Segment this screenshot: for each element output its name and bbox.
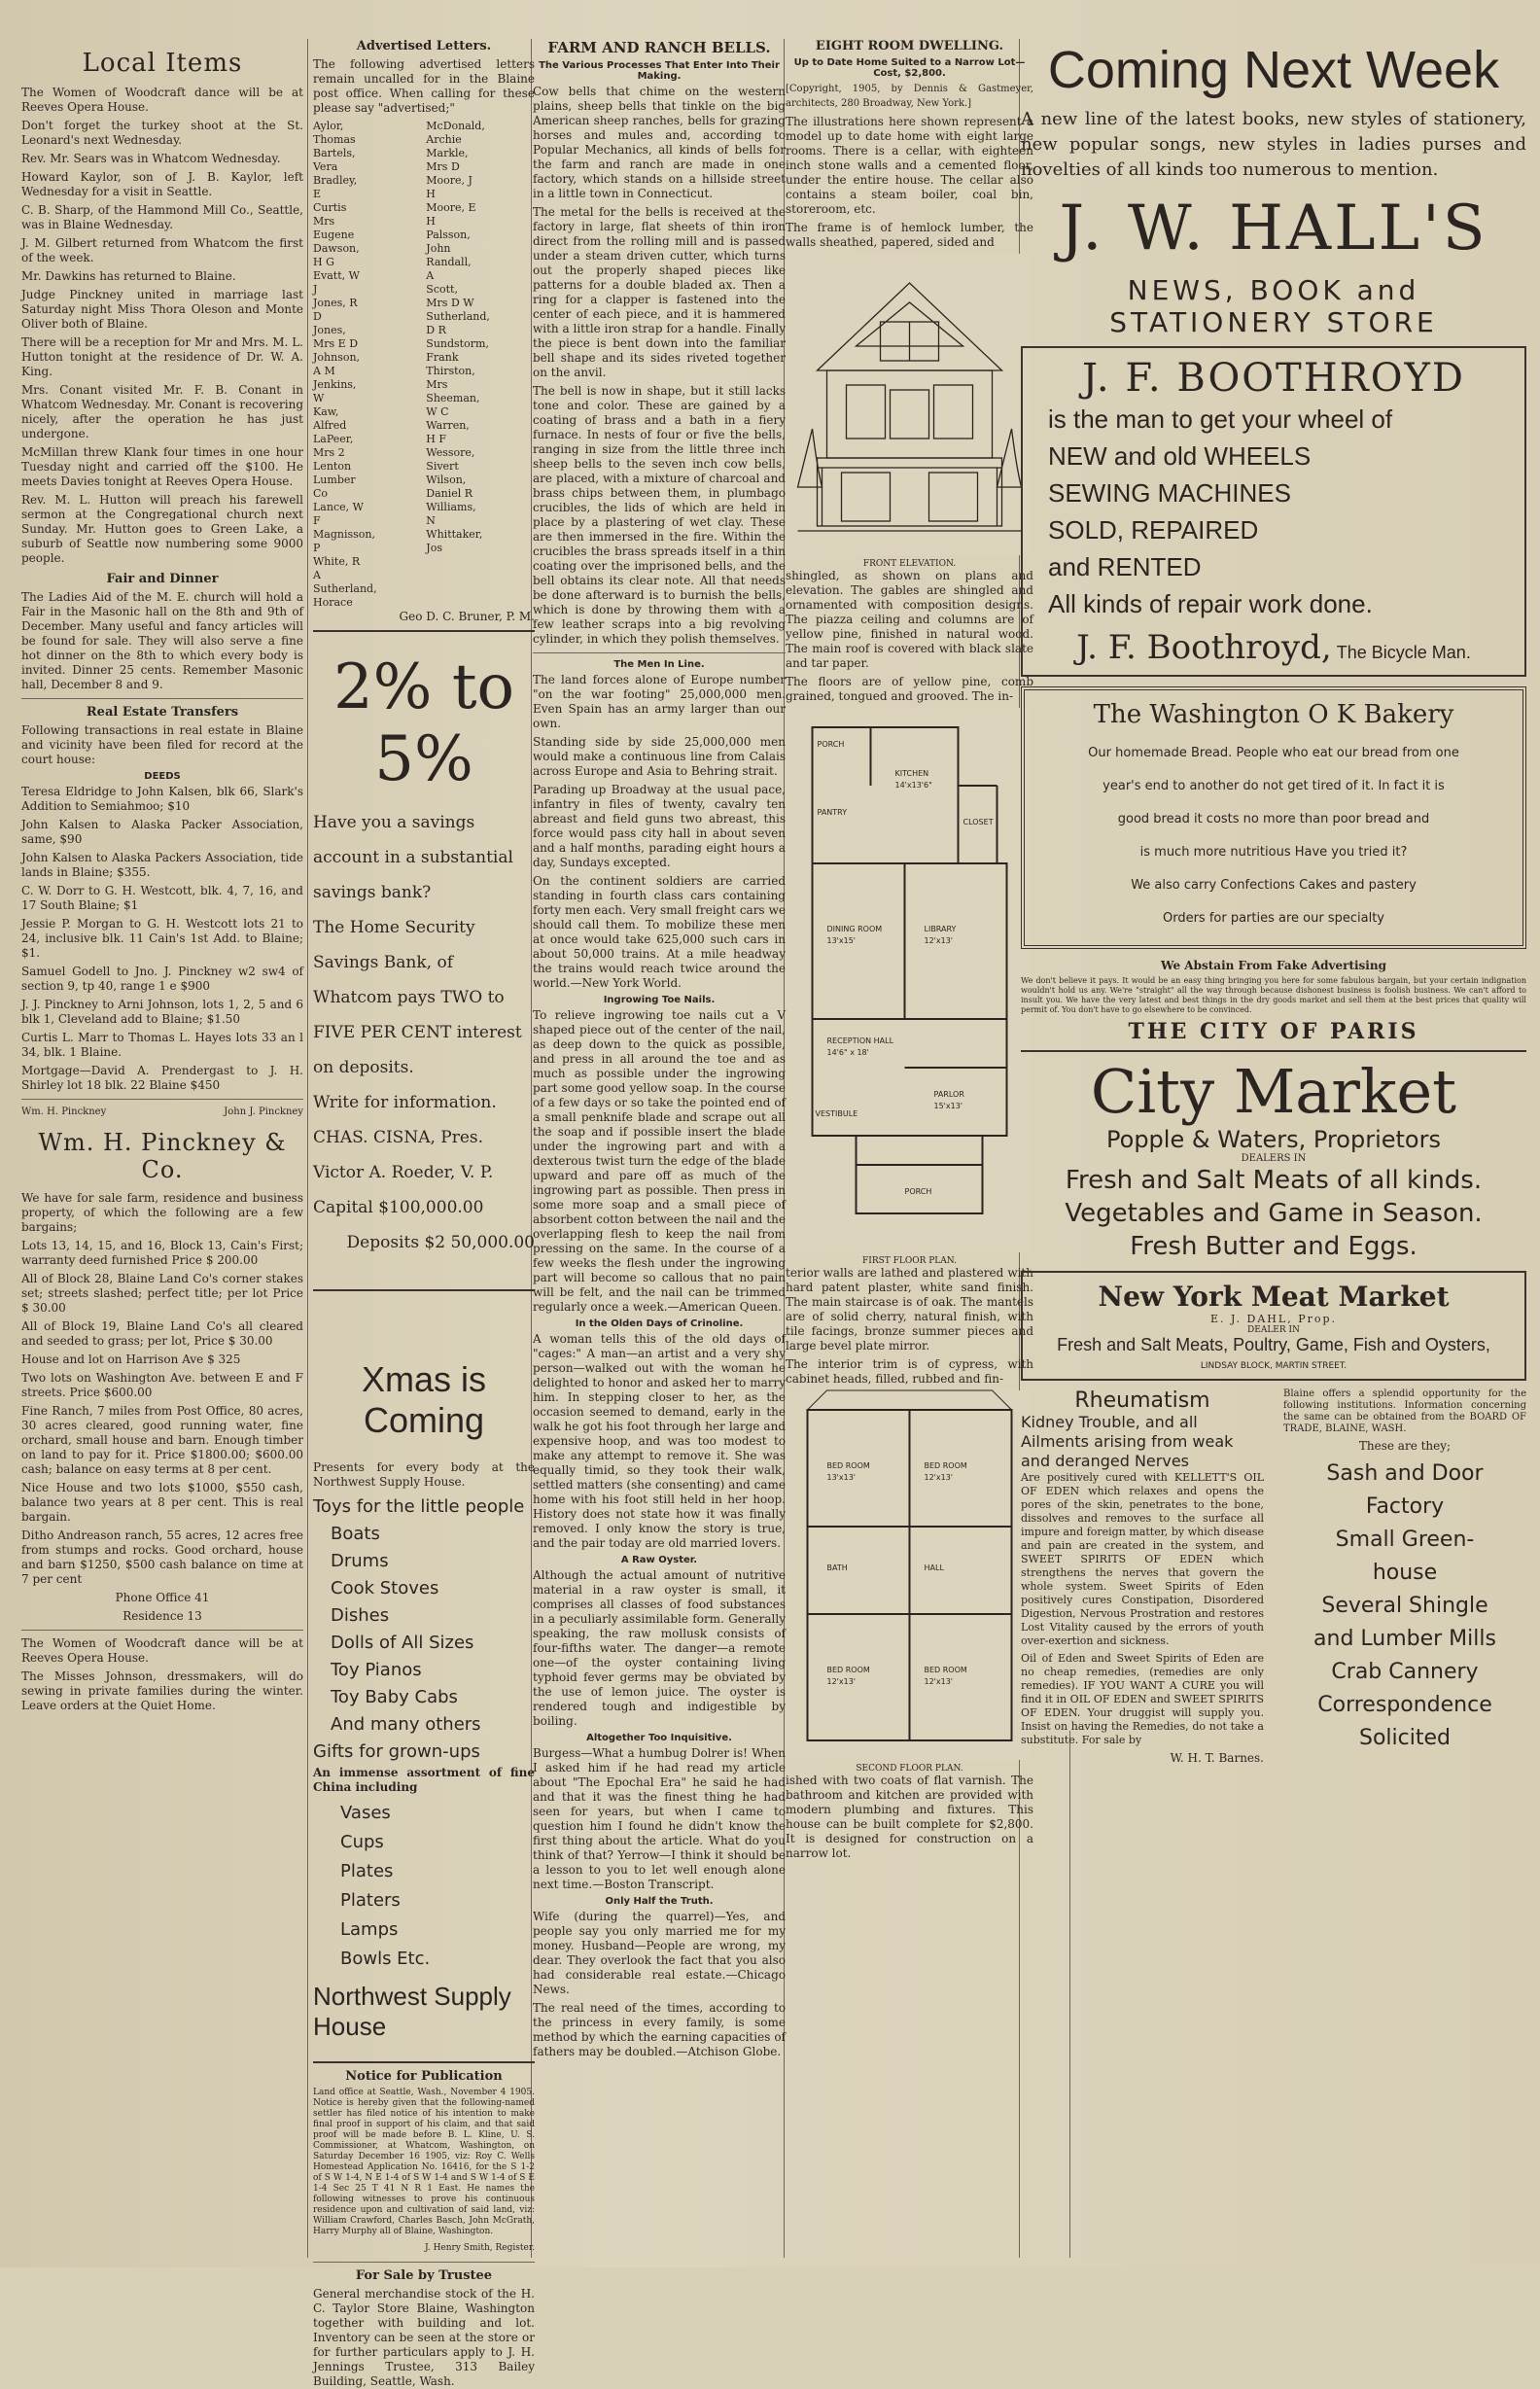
deed-item: John Kalsen to Alaska Packer Association, same, $90 — [21, 818, 303, 846]
pinckney-item: Fine Ranch, 7 miles from Post Office, 80 acres, 30 acres cleared, good running water, fine orchard, small house and barn. Enough timber on land to pay for it. Price $1800.00; $600.00 cash; balance on easy terms at 8 per cent. — [21, 1404, 303, 1476]
bank-line: Have you a savings account in a substantial savings bank? — [313, 813, 513, 902]
dwelling-sub: Up to Date Home Suited to a Narrow Lot—Cost, $2,800. — [793, 57, 1026, 79]
second-floor-plan — [786, 1390, 1033, 1760]
line-text — [533, 673, 786, 991]
deed-item: Mortgage—David A. Prendergast to J. H. Shirley lot 18 blk. 22 Blaine $450 — [21, 1064, 303, 1092]
bells-paragraph: The metal for the bells is received at the factory in large, flat sheets of thin iron direct from the rolling mill and is passed under a steam driven cutter, which turns out the properly shaped pieces like patterns for a double bladed ax. Then a ring for a clapper is fastened into the center of each piece, and it is hammered with a little iron strap for a handle. Finally the piece is bent down into the familiar bell shape and its sides riveted together on the anvil. — [533, 205, 786, 379]
sale-text: General merchandise stock of the H. C. Taylor Store Blaine, Washington together with building and lot. Inventory can be seen at the store or for further particulars apply to J. H. Jennings Trustee, 313 Bailey Building, Seattle, Wash. — [313, 2287, 535, 2388]
bank-headline: 2% to 5% — [332, 651, 515, 795]
fair-title: Fair and Dinner — [106, 572, 219, 586]
column-local-items — [21, 39, 303, 2258]
plan-vestibule: VESTIBULE — [815, 1109, 858, 1118]
boothroyd-footer — [1031, 628, 1517, 667]
bank-text — [313, 805, 535, 1190]
letter-name: Williams, N — [426, 501, 476, 527]
bank-line: Write for information. — [313, 1093, 497, 1112]
letter-name: Jones, R D — [313, 297, 358, 323]
real-estate-intro: Following transactions in real estate in Blaine and vicinity have been filed for record at the court house: — [21, 723, 303, 766]
plan-dining-dim: 13'x15' — [826, 936, 856, 945]
letter-name: Lenton Lumber Co — [313, 460, 356, 500]
pinckney-title: Wm. H. Pinckney & Co. — [38, 1129, 287, 1183]
front-elevation-illustration — [786, 254, 1033, 555]
ny-line: Fresh and Salt Meats, Poultry, Game, Fish and Oysters, — [1057, 1335, 1490, 1354]
letters-right — [426, 120, 535, 610]
xmas-toy: Toy Pianos — [331, 1660, 422, 1680]
coming-text: A new line of the latest books, new styles of stationery, new popular songs, new styles in ladies purses and novelties of all kinds too numerous to mention. — [1021, 109, 1526, 180]
hall-sub1: NEWS, BOOK and — [1127, 274, 1420, 306]
city-title: City Market — [1090, 1056, 1457, 1127]
front-caption: FRONT ELEVATION. — [862, 559, 957, 569]
column-rule — [307, 39, 308, 2258]
blaine-item: Factory — [1365, 1494, 1445, 1519]
bank-line: The Home Security Savings Bank, of Whatcom pays TWO to FIVE PER CENT interest on deposits. — [313, 918, 522, 1077]
pinckney-names — [21, 1106, 303, 1119]
boothroyd-line: SOLD, REPAIRED — [1048, 515, 1259, 545]
bells-title: FARM AND RANCH BELLS. — [547, 39, 771, 56]
boothroyd-line: NEW and old WHEELS — [1048, 441, 1312, 471]
pinckney-item: House and lot on Harrison Ave $ 325 — [21, 1353, 241, 1366]
blaine-intro: Blaine offers a splendid opportunity for the following institutions. Information concerning the same can be obtained from the BOARD OF TRADE, BLAINE, WASH. — [1283, 1388, 1526, 1434]
ny-prop: E. J. DAHL, Prop. — [1209, 1313, 1338, 1325]
ny-dealer: DEALER IN — [1247, 1325, 1300, 1335]
bakery-title: The Washington O K Bakery — [1093, 700, 1454, 729]
sale-title: For Sale by Trustee — [355, 2268, 493, 2283]
local-item: Mrs. Conant visited Mr. F. B. Conant in Whatcom Wednesday. Mr. Conant is recovering nicely, after the operation he has just undergone. — [21, 383, 303, 440]
phone-office: Phone Office 41 — [115, 1591, 210, 1604]
letter-name: Lance, W F — [313, 501, 364, 527]
xmas-china: An immense assortment of fine China including — [313, 1766, 535, 1794]
line-paragraph: Parading up Broadway at the usual pace, infantry in files of twenty, cavalry ten abreast and field guns two abreast, this force would pass city hall in about seven and a half months, parading eight hours a day, Sundays excepted. — [533, 783, 786, 869]
real-estate-title: Real Estate Transfers — [86, 705, 239, 720]
plan-pantry: PANTRY — [817, 808, 848, 817]
plan-bed4-dim: 12'x13' — [924, 1677, 953, 1686]
bank-line: Victor A. Roeder, V. P. — [313, 1163, 494, 1182]
coming-title: Coming Next Week — [1047, 41, 1500, 99]
letter-name: Thirston, Mrs — [426, 365, 475, 391]
local-item: C. B. Sharp, of the Hammond Mill Co., Seattle, was in Blaine Wednesday. — [21, 203, 303, 231]
xmas-toy: Cook Stoves — [331, 1578, 439, 1599]
dwelling-end: ished with two coats of flat varnish. The bathroom and kitchen are provided with modern plumbing and fixtures. This house can be built complete for $2,800. It is designed for construction on a narrow lot. — [786, 1774, 1033, 1860]
dwelling-title: EIGHT ROOM DWELLING. — [815, 39, 1004, 53]
letter-name: Bartels, Vera — [313, 147, 356, 173]
letter-name: McDonald, Archie — [426, 120, 485, 146]
blaine-item: Crab Cannery — [1331, 1660, 1479, 1684]
line-paragraph: On the continent soldiers are carried standing in fourth class cars containing forty men each. Very small freight cars we should call them. To mobilize these men at once would take 625,000 such cars in about 50,000 trains. At a mile headway the trains would reach twice around the world.—New York World. — [533, 874, 786, 990]
local-end-item: The Misses Johnson, dressmakers, will do sewing in private families during the winter. Leave orders at the Quiet Home. — [21, 1669, 303, 1712]
xmas-toy: And many others — [331, 1714, 481, 1735]
paris-name: THE CITY OF PARIS — [1128, 1019, 1419, 1044]
letter-name: Sutherland, Horace — [313, 582, 377, 609]
local-item: Rev. Mr. Sears was in Whatcom Wednesday. — [21, 152, 281, 165]
letter-name: Sheeman, W C — [426, 392, 480, 418]
local-items-list — [21, 86, 303, 566]
notice-register: J. Henry Smith, Register. — [424, 2243, 535, 2253]
letter-name: White, R A — [313, 555, 361, 581]
city-line: Vegetables and Game in Season. — [1065, 1199, 1483, 1228]
column-advertised-letters — [313, 39, 535, 2388]
plan-bed3: BED ROOM — [826, 1666, 870, 1674]
plan1-caption: FIRST FLOOR PLAN. — [862, 1256, 957, 1266]
dwelling-intro: The illustrations here shown represent a model up to date home with eight large rooms. There is a cellar, with eighteen inch stone walls and a cemented floor, under the entire house. The cellar also contains a steam boiler, coal bin, storeroom, etc. — [786, 115, 1033, 216]
xmas-china-item: Lamps — [340, 1919, 399, 1940]
plan-reception: RECEPTION HALL — [826, 1036, 894, 1045]
truth-title: Only Half the Truth. — [605, 1896, 714, 1907]
boothroyd-lines — [1048, 401, 1517, 622]
bells-paragraph: Cow bells that chime on the western plains, sheep bells that tinkle on the big American sheep ranches, bells for grazing horses and mules and, according to Popular Mechanics, all kinds of bells for the farm and ranch are made in one factory, which stands on a hillside street in a little town in Connecticut. — [533, 85, 786, 200]
bank-capital: Capital $100,000.00 — [313, 1198, 484, 1217]
rheum-sub: Kidney Trouble, and all Ailments arising from weak and deranged Nerves — [1021, 1413, 1234, 1470]
postmaster: Geo D. C. Bruner, P. M. — [399, 610, 535, 623]
plan-bed1-dim: 13'x13' — [826, 1473, 856, 1482]
deed-item: C. W. Dorr to G. H. Westcott, blk. 4, 7, 16, and 17 South Blaine; $1 — [21, 884, 303, 912]
oyster-title: A Raw Oyster. — [620, 1555, 698, 1565]
bells-paragraph: The bell is now in shape, but it still lacks tone and color. These are gained by a coating of brass and a bath in a fiery furnace. In nests of four or five the bells, ranging in size from the little three inch sheep bells to the seven inch cow bells, are placed, with a mixture of charcoal and brass chips between them, in plumbago crucibles, the lids of which are held in place by a plastering of wet clay. These are then immersed in the fire. Within the crucibles the brass spreads itself in a thin coating over the imprisoned bells, and the bell obtains its clear note. All that needs be done afterward is to burnish the bells, which is done by throwing them with a few leather scraps into a big revolving cylinder, in which they polish themselves. — [533, 384, 786, 646]
xmas-toys-list — [331, 1521, 535, 1739]
pinckney-item: Lots 13, 14, 15, and 16, Block 13, Cain's First; warranty deed furnished Price $ 200.00 — [21, 1239, 303, 1267]
letter-name: Magnisson, P — [313, 528, 375, 554]
rheum-title: Rheumatism — [1074, 1388, 1210, 1413]
letter-name: LaPeer, Mrs 2 — [313, 433, 354, 459]
deed-item: J. J. Pinckney to Arni Johnson, lots 1, 2, 5 and 6 blk 1, Cleveland add to Blaine; $1.50 — [21, 998, 303, 1026]
dwelling-trim: The interior trim is of cypress, with cabinet heads, filled, rubbed and fin- — [786, 1357, 1033, 1386]
xmas-china-item: Plates — [340, 1861, 394, 1881]
xmas-china-item: Platers — [340, 1890, 401, 1911]
column-dwelling — [786, 39, 1033, 2258]
blaine-items — [1283, 1458, 1526, 1755]
plan-bed2-dim: 12'x13' — [924, 1473, 953, 1482]
bakery-lines — [1034, 737, 1513, 935]
hall-name: J. W. HALL'S — [1059, 193, 1488, 264]
local-item: Rev. M. L. Hutton will preach his farewell sermon at the Congregational church next Sunday. Mr. Hutton goes to Green Lake, a suburb of Seattle now numbering some 9000 people. — [21, 493, 303, 565]
local-item: Judge Pinckney united in marriage last Saturday night Miss Thora Oleson and Monte Oliver both of Blaine. — [21, 288, 303, 331]
plan-kitchen-dim: 14'x13'6" — [894, 781, 932, 790]
xmas-title: Xmas is Coming — [361, 1359, 487, 1440]
crinoline-title: In the Olden Days of Crinoline. — [575, 1318, 744, 1329]
plan-porch: PORCH — [817, 740, 845, 749]
pinckney-intro: We have for sale farm, residence and business property, of which the following are a few bargains; — [21, 1191, 303, 1234]
line-paragraph: Standing side by side 25,000,000 men would make a continuous line from Calais across Europe and Asia to Behring strait. — [533, 735, 786, 778]
plan-reception-dim: 14'6" x 18' — [826, 1048, 869, 1057]
deeds-label: DEEDS — [144, 771, 181, 782]
plan-library: LIBRARY — [924, 925, 957, 933]
fake-title: We Abstain From Fake Advertising — [1161, 959, 1386, 972]
nails-title: Ingrowing Toe Nails. — [603, 995, 716, 1005]
first-floor-plan — [786, 708, 1033, 1252]
pinckney-item: All of Block 19, Blaine Land Co's all cleared and seeded to grass; per lot, Price $ 30.00 — [21, 1319, 303, 1348]
bakery-line: Our homemade Bread. People who eat our bread from one — [1088, 746, 1459, 760]
pinckney-item: Ditho Andreason ranch, 55 acres, 12 acres free from stumps and rocks. Good orchard, house and barn $1250, $500 cash balance on time at 7 per cent — [21, 1528, 303, 1586]
dwelling-mid: shingled, as shown on plans and elevation. The gables are shingled and ornamented with composition designs. The piazza ceiling and columns are of yellow pine, finished in natural wood. The main roof is covered with black slate and tar paper. — [786, 569, 1033, 670]
blaine-they: These are they; — [1358, 1439, 1452, 1453]
letters-title: Advertised Letters. — [356, 39, 492, 53]
xmas-toy: Dishes — [331, 1605, 390, 1626]
pinckney-list — [21, 1239, 303, 1587]
boothroyd-line: SEWING MACHINES — [1048, 478, 1291, 508]
letter-name: Warren, H F — [426, 419, 470, 445]
ny-title: New York Meat Market — [1098, 1281, 1450, 1313]
local-items-title: Local Items — [82, 49, 243, 78]
deed-item: Teresa Eldridge to John Kalsen, blk 66, Slark's Addition to Semiahmoo; $10 — [21, 785, 303, 813]
blaine-item: Several Shingle — [1321, 1594, 1488, 1618]
ny-addr: LINDSAY BLOCK, MARTIN STREET. — [1200, 1361, 1348, 1371]
xmas-toy: Dolls of All Sizes — [331, 1633, 474, 1653]
letter-name: Kaw, Alfred — [313, 405, 347, 432]
pinckney-right: John J. Pinckney — [224, 1107, 303, 1117]
blaine-item: Correspondence — [1317, 1693, 1492, 1717]
plan2-caption: SECOND FLOOR PLAN. — [856, 1764, 963, 1774]
plan-bed3-dim: 12'x13' — [826, 1677, 856, 1686]
letter-name: Markle, Mrs D — [426, 147, 469, 173]
city-line: Fresh Butter and Eggs. — [1130, 1232, 1418, 1261]
bank-deposits: Deposits $2 50,000.00 — [346, 1233, 535, 1252]
rheumatism-ad — [1021, 1388, 1264, 1770]
local-item: There will be a reception for Mr and Mrs. M. L. Hutton tonight at the residence of Dr. W. A. King. — [21, 335, 303, 378]
xmas-toy: Toy Baby Cabs — [331, 1687, 458, 1707]
oyster-text: Although the actual amount of nutritive material in a raw oyster is small, it comprises all classes of food substances in a peculiarly assimilable form. Generally speaking, the raw mollusk consists of four-fifths water. The danger—a remote one—of the oyster containing living typhoid fever germs may be obviated by the use of lemon juice. The oyster is rendered tough and indigestible by boiling. — [533, 1568, 786, 1728]
local-item: McMillan threw Klank four times in one hour Tuesday night and carried off the $100. He meets Davies tonight at Reeves Opera House. — [21, 445, 303, 488]
notice-title: Notice for Publication — [345, 2069, 503, 2084]
blaine-item: and Lumber Mills — [1313, 1627, 1496, 1651]
bells-text — [533, 85, 786, 647]
local-end-item: The Women of Woodcraft dance will be at Reeves Opera House. — [21, 1636, 303, 1665]
letter-name: Palsson, John — [426, 228, 471, 255]
xmas-china-item: Bowls Etc. — [340, 1949, 431, 1969]
nails-text: To relieve ingrowing toe nails cut a V shaped piece out of the center of the nail, as deep down to the quick as possible, and press in all around the toe and as much as possible under the ingrowing part some good yellow soap. In the course of a few days or so take the pointed end of a small penknife blade and scrape out all the soap and if possible insert the blade under the ingrowing part and with a dexterous twist turn the edge of the blade upward and pare off as much of the ingrowing part as possible. Then press in some more soap and a small piece of absorbent cotton between the nail and the overlapping flesh to keep the nail from pressing on the same. In the course of a few weeks the flesh under the ingrowing part will become so callous that no pain will be felt, and the nail can be trimmed regularly once a week.—American Queen. — [533, 1008, 786, 1314]
deed-item: John Kalsen to Alaska Packers Association, tide lands in Blaine; $355. — [21, 851, 303, 879]
letter-name: Whittaker, Jos — [426, 528, 483, 554]
bottom-ads — [1021, 1388, 1526, 1770]
fair-text: The Ladies Aid of the M. E. church will hold a Fair in the Masonic hall on the 8th and 9th of December. Many useful and fancy articles will be found for sale. They will also serve a fine hot dinner on the 8th to which every body is invited. Dinner 25 cents. Remember Masonic hall, December 8 and 9. — [21, 590, 303, 691]
letter-name: Jones, Mrs E D — [313, 324, 359, 350]
letter-name: Wilson, Daniel R — [426, 474, 473, 500]
local-end-items — [21, 1636, 303, 1713]
rheum-text: Are positively cured with KELLETT'S OIL OF EDEN which relaxes and opens the pores of the skin, penetrates to the bone, dissolves and removes to the surface all impure and foreign matter, by which disease and pain are created in the system, and SWEET SPIRITS OF EDEN which strengthens the nerves that govern the whole system. Sweet Spirits of Eden positively cures Constipation, Disordered Digestion, Nervous Prostration and restores Lost Vitality caused by the errors of youth over-exertion and sickness. — [1021, 1471, 1264, 1647]
xmas-china-item: Vases — [340, 1803, 391, 1823]
blaine-item: Solicited — [1359, 1726, 1451, 1750]
pinckney-item: All of Block 28, Blaine Land Co's corner stakes set; streets slashed; perfect title; per lot Price $ 30.00 — [21, 1272, 303, 1315]
letter-name: Sutherland, D R — [426, 310, 490, 336]
bank-line: CHAS. CISNA, Pres. — [313, 1128, 484, 1147]
boothroyd-line: is the man to get your wheel of — [1048, 404, 1393, 434]
bakery-line: is much more nutritious Have you tried it? — [1139, 845, 1408, 860]
plan-bed1: BED ROOM — [826, 1461, 870, 1470]
deeds-list — [21, 785, 303, 1093]
deed-item: Jessie P. Morgan to G. H. Westcott lots 21 to 24, inclusive blk. 11 Cain's 1st Add. to Blaine; $1. — [21, 917, 303, 960]
rheum-text2: Oil of Eden and Sweet Spirits of Eden are no cheap remedies, (remedies are only remedies). IF YOU WANT A CURE you will find it in OIL OF EDEN and SWEET SPIRITS OF EDEN. Your druggist will supply you. Insist on having the Remedies, do not take a substitute. For sale by — [1021, 1652, 1264, 1746]
letters-list — [313, 120, 535, 610]
local-item: The Women of Woodcraft dance will be at Reeves Opera House. — [21, 86, 303, 114]
xmas-china-list — [340, 1799, 535, 1974]
fake-text: We don't believe it pays. It would be an easy thing bringing you here for some fabulous bargain, but your certain indignation wouldn't hold us any. We're "straight" all the way through because dishonest business is foolish business. We can't afford to insult you. We have the very latest and best things in the dry goods market and sell them at the best prices that quality will permit of. You don't have to go elsewhere to be convinced. — [1021, 976, 1526, 1014]
xmas-toy: Drums — [331, 1551, 389, 1571]
xmas-toy: Boats — [331, 1524, 380, 1544]
line-title: The Men In Line. — [613, 659, 705, 670]
truth-text: Wife (during the quarrel)—Yes, and people say you only married me for my money. Husband—People are wrong, my dear. They overlook the fact that you also had considerable real estate.—Chicago News. — [533, 1910, 786, 1996]
pinckney-item: Two lots on Washington Ave. between E and F streets. Price $600.00 — [21, 1371, 303, 1399]
boothroyd-ad — [1021, 346, 1526, 677]
residence-phone: Residence 13 — [122, 1609, 202, 1623]
plan-kitchen: KITCHEN — [894, 769, 929, 778]
bakery-line: Orders for parties are our specialty — [1162, 911, 1384, 926]
letter-name: Jenkins, W — [313, 378, 357, 404]
local-item: Mr. Dawkins has returned to Blaine. — [21, 269, 236, 283]
dwelling-interior: terior walls are lathed and plastered with hard patent plaster, white sand finish. The main staircase is of oak. The mantels are of solid cherry, natural finish, with tile facings, bronze summer pieces and large bevel plate mirror. — [786, 1266, 1033, 1353]
notice-text: Land office at Seattle, Wash., November 4 1905. Notice is hereby given that the following-named settler has filed notice of his intention to make final proof in support of his claim, and that said proof will be made before B. L. Kline, U. S. Commissioner, at Whatcom, Washington, on Saturday December 16 1905, viz: Roy C. Wells Homestead Application No. 16416, for the S 1-2 of S W 1-4, N E 1-4 of S W 1-4 and S W 1-4 of S E 1-4 Sec 25 T 41 N R 1 East. He names the following witnesses to prove his continuous residence upon and cultivation of said land, viz: William Crawford, Charles Basch, John McGrath, Harry Murphy all of Blaine, Washington. — [313, 2088, 535, 2236]
city-dealers: DEALERS IN — [1241, 1153, 1307, 1164]
inquis-title: Altogether Too Inquisitive. — [586, 1733, 732, 1743]
dwelling-copyright: [Copyright, 1905, by Dennis & Gastmeyer, architects, 280 Broadway, New York.] — [786, 84, 1033, 109]
local-item: Don't forget the turkey shoot at the St. Leonard's next Wednesday. — [21, 119, 303, 147]
letter-name: Moore, E H — [426, 201, 476, 228]
boothroyd-tag: The Bicycle Man. — [1336, 643, 1471, 662]
plan-bed2: BED ROOM — [924, 1461, 967, 1470]
bells-sub: The Various Processes That Enter Into Their Making. — [539, 60, 780, 82]
letter-name: Scott, Mrs D W — [426, 283, 474, 309]
local-item: J. M. Gilbert returned from Whatcom the first of the week. — [21, 236, 303, 264]
line-paragraph: The land forces alone of Europe number "on the war footing" 25,000,000 men. Even Spain has an army larger than our own. — [533, 673, 786, 730]
plan-parlor: PARLOR — [933, 1090, 964, 1099]
dwelling-floors: The floors are of yellow pine, comb grained, tongued and grooved. The in- — [786, 675, 1033, 703]
letter-name: Aylor, Thomas — [313, 120, 356, 146]
boothroyd-title: J. F. BOOTHROYD — [1082, 356, 1465, 401]
letter-name: Curtis Mrs Eugene — [313, 201, 355, 241]
plan-bath: BATH — [826, 1563, 848, 1572]
letter-name: Bradley, E — [313, 174, 358, 200]
column-ads — [1021, 39, 1526, 2258]
end-text: The real need of the times, according to the princess in every family, is some method by which the earning capacities of fathers may be doubled.—Atchison Globe. — [533, 2001, 786, 2058]
xmas-toys-head: Toys for the little people — [313, 1496, 525, 1517]
xmas-intro: Presents for every body at the Northwest Supply House. — [313, 1460, 535, 1489]
letters-left — [313, 120, 422, 610]
city-props: Popple & Waters, Proprietors — [1106, 1126, 1441, 1153]
dwelling-frame: The frame is of hemlock lumber, the walls sheathed, papered, sided and — [786, 221, 1033, 249]
bakery-line: year's end to another do not get tired of it. In fact it is — [1102, 779, 1445, 793]
bakery-line: We also carry Confections Cakes and pastery — [1131, 878, 1417, 893]
plan-porch2: PORCH — [904, 1187, 932, 1196]
blaine-item: house — [1372, 1561, 1438, 1585]
plan-parlor-dim: 15'x13' — [933, 1102, 962, 1110]
letter-name: Sundstorm, Frank — [426, 337, 489, 364]
boothroyd-line: All kinds of repair work done. — [1048, 589, 1373, 618]
letter-name: Evatt, W J — [313, 269, 360, 296]
hall-sub2: STATIONERY STORE — [1109, 306, 1438, 338]
deed-item: Curtis L. Marr to Thomas L. Hayes lots 33 an l 34, blk. 1 Blaine. — [21, 1031, 303, 1059]
letter-name: Dawson, H G — [313, 242, 360, 268]
inquis-text: Burgess—What a humbug Dolrer is! When I asked him if he had read my article about "The Epochal Era" he said he had and that it was the finest thing he had seen for years, but when I came to question him I found he didn't know the first thing about the article. What do you think of that? Yerrow—I think it should be a lesson to you to let well enough alone next time.—Boston Transcript. — [533, 1746, 786, 1891]
letter-name: Moore, J H — [426, 174, 472, 200]
rheum-sig: W. H. T. Barnes. — [1170, 1751, 1264, 1765]
column-farm-bells — [533, 39, 786, 2258]
plan-library-dim: 12'x13' — [924, 936, 953, 945]
xmas-grown-head: Gifts for grown-ups — [313, 1741, 480, 1762]
plan-closet: CLOSET — [962, 818, 994, 826]
city-lines — [1021, 1164, 1526, 1263]
deed-item: Samuel Godell to Jno. J. Pinckney w2 sw4 of section 9, tp 40, range 1 e $900 — [21, 965, 303, 993]
bakery-ad — [1021, 686, 1526, 949]
blaine-ad — [1283, 1388, 1526, 1770]
letters-intro: The following advertised letters remain uncalled for in the Blaine post office. When calling for these please say "advertised;" — [313, 57, 535, 115]
blaine-item: Sash and Door — [1326, 1461, 1484, 1486]
pinckney-item: Nice House and two lots $1000, $550 cash, balance two years at 8 per cent. This is real bargain. — [21, 1481, 303, 1524]
bakery-line: good bread it costs no more than poor bread and — [1117, 812, 1430, 826]
boothroyd-sig: J. F. Boothroyd, — [1076, 628, 1332, 667]
boothroyd-line: and RENTED — [1048, 552, 1202, 581]
local-item: Howard Kaylor, son of J. B. Kaylor, left Wednesday for a visit in Seattle. — [21, 170, 303, 198]
xmas-footer: Northwest Supply House — [313, 1982, 511, 2041]
letter-name: Johnson, A M — [313, 351, 361, 377]
crinoline-text: A woman tells this of the old days of "cages:" A man—an artist and a very shy person—walked out with the woman he delighted to honor and asked her to marry him. In stepping closer to her, as the occasion seemed to demand, early in the walk he got his foot through her large and expensive hoop, and was too modest to make any attempt to remove it. She was equally timid, so they took their walk, settled matters (she consenting) and came home with his foot still held in her hoop. History does not state how it was finally removed. I only know the story is true, and the pair today are old married lovers. — [533, 1332, 786, 1550]
blaine-item: Small Green- — [1335, 1528, 1475, 1552]
plan-bed4: BED ROOM — [924, 1666, 967, 1674]
ny-market-ad — [1021, 1271, 1526, 1381]
plan-dining: DINING ROOM — [826, 925, 883, 933]
plan-hall: HALL — [924, 1563, 944, 1572]
letter-name: Randall, A — [426, 256, 472, 282]
city-line: Fresh and Salt Meats of all kinds. — [1065, 1166, 1483, 1195]
pinckney-left: Wm. H. Pinckney — [21, 1107, 107, 1117]
letter-name: Wessore, Sivert — [426, 446, 475, 473]
xmas-china-item: Cups — [340, 1832, 384, 1852]
